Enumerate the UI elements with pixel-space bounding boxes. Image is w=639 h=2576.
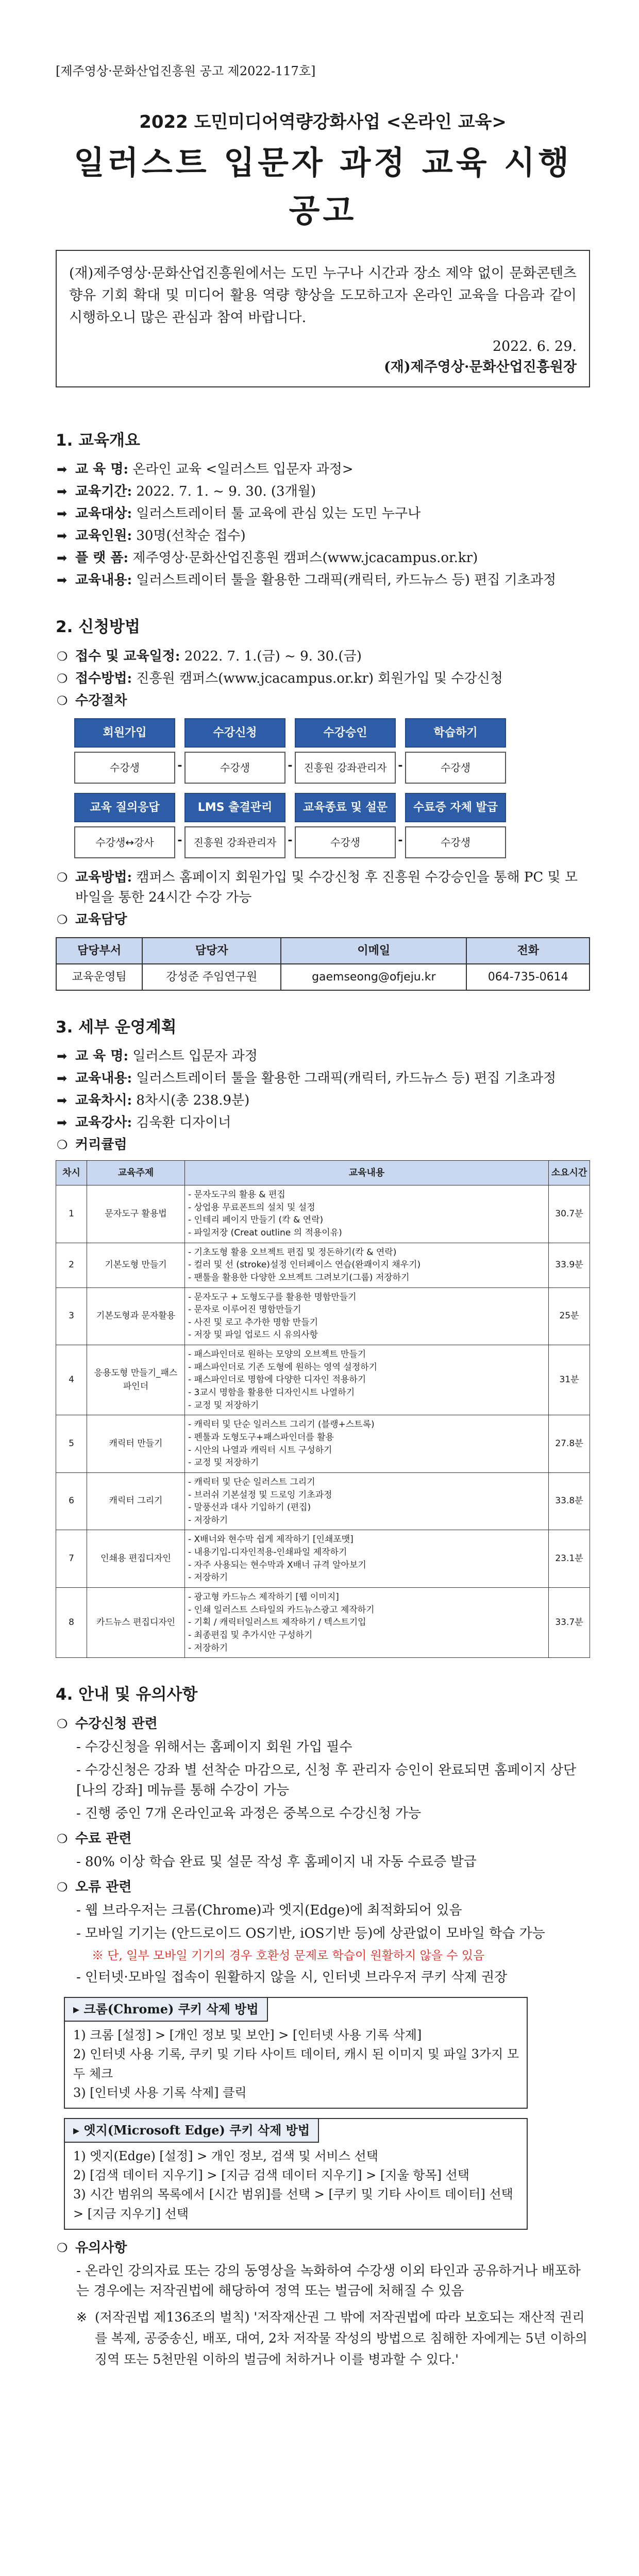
info-label: 플 랫 폼: bbox=[75, 550, 129, 566]
info-row-content bbox=[75, 1113, 590, 1133]
tip-step: 2) [검색 데이터 지우기] > [지금 검색 데이터 지우기] > [지울 항목] 선택 bbox=[73, 2168, 469, 2183]
procedure-label: 수강절차 bbox=[75, 692, 127, 708]
content-item: - 펜툴과 도형도구+패스파인더를 활용 bbox=[188, 1432, 334, 1443]
session-duration: 25분 bbox=[549, 1287, 590, 1345]
content-item: - 교정 및 저장하기 bbox=[188, 1400, 259, 1411]
connector-icon: - bbox=[398, 759, 403, 772]
table-header-cell: 소요시간 bbox=[549, 1161, 590, 1185]
list-item: - 수강신청은 강좌 별 선착순 마감으로, 신청 후 관리자 승인이 완료되면 홈페이지 상단 [나의 강좌] 메뉴를 통해 수강이 가능 bbox=[76, 1762, 577, 1798]
process-step-title: 학습하기 bbox=[405, 718, 506, 748]
content-item: - 저장 및 파일 업로드 시 유의사항 bbox=[188, 1330, 318, 1341]
section-application bbox=[56, 615, 590, 991]
info-row-content bbox=[75, 570, 590, 590]
list-item: - 웹 브라우저는 크롬(Chrome)과 엣지(Edge)에 최적화되어 있음 bbox=[76, 1902, 462, 1918]
content-item: - 인테리 페이지 만들기 (칵 & 연락) bbox=[188, 1215, 324, 1226]
content-item: - 저장하기 bbox=[188, 1572, 228, 1583]
session-number: 1 bbox=[56, 1185, 87, 1243]
intro-org: (재)제주영상·문화산업진흥원장 bbox=[383, 359, 577, 376]
info-row bbox=[57, 1069, 590, 1089]
list-item: - 모바일 기기는 (안드로이드 OS기반, iOS기반 등)에 상관없이 모바일 학습 가능 bbox=[76, 1925, 545, 1941]
session-topic: 카드뉴스 편집디자인 bbox=[87, 1588, 185, 1658]
process-step-actor: 수강생 bbox=[74, 752, 175, 784]
table-cell: 강성준 주임연구원 bbox=[142, 964, 281, 990]
bullet-arrow-icon: ➡ bbox=[57, 551, 68, 566]
bullet-circle-icon: ❍ bbox=[57, 870, 68, 885]
info-label: 교육차시: bbox=[75, 1093, 132, 1109]
info-row-content bbox=[75, 504, 590, 524]
table-row bbox=[56, 1415, 590, 1473]
notes-group-caution bbox=[57, 2238, 590, 2258]
process-step-actor: 수강생↔강사 bbox=[74, 826, 175, 858]
connector-icon: - bbox=[177, 759, 182, 772]
process-step-title: LMS 출결관리 bbox=[184, 793, 285, 822]
process-step bbox=[295, 718, 396, 784]
info-value: 30명(선착순 접수) bbox=[136, 528, 246, 544]
curriculum-label: 커리큘럼 bbox=[75, 1137, 127, 1153]
table-row bbox=[56, 1472, 590, 1530]
list-item: - 인터넷·모바일 접속이 원활하지 않을 시, 인터넷 브라우저 쿠키 삭제 권장 bbox=[76, 1970, 508, 1986]
section-overview bbox=[56, 429, 590, 591]
process-row bbox=[74, 793, 590, 858]
edge-cookie-box bbox=[64, 2118, 528, 2230]
info-value: 8차시(총 238.9분) bbox=[136, 1093, 250, 1109]
edu-method-row bbox=[57, 868, 590, 908]
process-step-title: 회원가입 bbox=[74, 718, 175, 748]
content-item: - 패스파인더로 명함에 다양한 디자인 적용하기 bbox=[188, 1375, 366, 1385]
process-step-actor: 수강생 bbox=[405, 752, 506, 784]
info-value: 일러스트레이터 툴을 활용한 그래픽(캐릭터, 카드뉴스 등) 편집 기초과정 bbox=[136, 572, 557, 588]
list-item: - 온라인 강의자료 또는 강의 동영상을 녹화하여 수강생 이외 타인과 공유하거나 배포하는 경우에는 저작권법에 해당하여 정역 또는 벌금에 처해질 수 있음 bbox=[76, 2263, 581, 2299]
content-item: - 팬툴을 활용한 다양한 오브젝트 그려보기(그룹) 저장하기 bbox=[188, 1272, 410, 1283]
info-value: 제주영상·문화산업진흥원 캠퍼스(www.jcacampus.or.kr) bbox=[132, 550, 478, 566]
table-row bbox=[56, 1530, 590, 1588]
info-value: 김욱환 디자이너 bbox=[136, 1115, 231, 1131]
connector-icon: - bbox=[288, 834, 293, 847]
page-title: 일러스트 입문자 과정 교육 시행 공고 bbox=[74, 144, 572, 229]
content-item: - 저장하기 bbox=[188, 1515, 228, 1526]
session-contents bbox=[185, 1415, 549, 1473]
chrome-cookie-box bbox=[64, 1997, 528, 2109]
application-period-label: 접수 및 교육일정: bbox=[75, 648, 180, 664]
session-number: 2 bbox=[56, 1243, 87, 1287]
content-item: - 파일저장 (Creat outline 의 적용이유) bbox=[188, 1227, 342, 1238]
process-step-title: 수료증 자체 발급 bbox=[405, 793, 506, 822]
info-row bbox=[57, 548, 590, 568]
intro-box bbox=[56, 250, 590, 387]
connector-icon: - bbox=[288, 759, 293, 772]
info-row-content bbox=[75, 1069, 590, 1089]
table-row bbox=[56, 1287, 590, 1345]
info-label: 교육강사: bbox=[75, 1115, 132, 1131]
session-contents bbox=[185, 1345, 549, 1415]
bullet-circle-icon: ❍ bbox=[57, 2240, 68, 2255]
edu-method-label: 교육방법: bbox=[75, 869, 132, 885]
bullet-arrow-icon: ➡ bbox=[57, 506, 68, 521]
tip-step: 1) 크롬 [설정] > [개인 정보 및 보안] > [인터넷 사용 기록 삭제] bbox=[73, 2028, 422, 2043]
bullet-circle-icon: ❍ bbox=[57, 1831, 68, 1846]
intro-text: (재)제주영상·문화산업진흥원에서는 도민 누구나 시간과 장소 제약 없이 문화콘텐츠 향유 기회 확대 및 미디어 활용 역량 향상을 도모하고자 온라인 교육을 다음과 같이 시행하오니 많은 관심과 참여 바랍니다. bbox=[69, 265, 577, 326]
session-topic: 문자도구 활용법 bbox=[87, 1185, 185, 1243]
curriculum-row bbox=[57, 1135, 590, 1155]
content-item: - 기획 / 캐릭터일러스트 제작하기 / 텍스트기입 bbox=[188, 1617, 366, 1628]
info-label: 교 육 명: bbox=[75, 462, 129, 478]
table-row bbox=[56, 1185, 590, 1243]
list-item: - 진행 중인 7개 온라인교육 과정은 중복으로 수강신청 가능 bbox=[76, 1805, 422, 1821]
copyright-law-note bbox=[76, 2307, 590, 2370]
table-header-cell: 교육주제 bbox=[87, 1161, 185, 1185]
session-number: 3 bbox=[56, 1287, 87, 1345]
table-header-cell: 담당부서 bbox=[56, 938, 142, 964]
table-cell: 교육운영팀 bbox=[56, 964, 142, 990]
session-number: 8 bbox=[56, 1588, 87, 1658]
process-step-title: 교육 질의응답 bbox=[74, 793, 175, 822]
contact-row bbox=[57, 910, 590, 930]
content-item: - 교정 및 저장하기 bbox=[188, 1458, 259, 1468]
bullet-arrow-icon: ➡ bbox=[57, 462, 68, 477]
note-mark: ※ bbox=[76, 2309, 87, 2325]
content-item: - 내용기입-디자인적용-인쇄파일 제작하기 bbox=[188, 1547, 347, 1558]
info-value: 2022. 7. 1. ~ 9. 30. (3개월) bbox=[136, 484, 316, 500]
application-method-value: 진흥원 캠퍼스(www.jcacampus.or.kr) 회원가입 및 수강신청 bbox=[136, 670, 503, 686]
bullet-circle-icon: ❍ bbox=[57, 693, 68, 708]
info-label: 교육대상: bbox=[75, 506, 132, 522]
contact-table bbox=[56, 937, 590, 991]
content-item: - 광고형 카드뉴스 제작하기 [웹 이미지] bbox=[188, 1592, 339, 1602]
list-item: - 80% 이상 학습 완료 및 설문 작성 후 홈페이지 내 자동 수료증 발급 bbox=[76, 1854, 477, 1870]
table-row bbox=[56, 1345, 590, 1415]
session-topic: 인쇄용 편집디자인 bbox=[87, 1530, 185, 1588]
content-item: - 패스파인더로 기존 도형에 원하는 영역 설정하기 bbox=[188, 1362, 377, 1372]
session-topic: 캐릭터 만들기 bbox=[87, 1415, 185, 1473]
info-value: 일러스트레이터 툴 교육에 관심 있는 도민 누구나 bbox=[136, 506, 421, 522]
session-duration: 33.9분 bbox=[549, 1243, 590, 1287]
session-number: 5 bbox=[56, 1415, 87, 1473]
process-step bbox=[74, 718, 175, 784]
table-header-cell: 담당자 bbox=[142, 938, 281, 964]
section-title: 3. 세부 운영계획 bbox=[56, 1018, 177, 1037]
section-plan bbox=[56, 1015, 590, 1658]
content-item: - 인쇄 일러스트 스타일의 카드뉴스광고 제작하기 bbox=[188, 1604, 375, 1615]
group-title: 오류 관련 bbox=[75, 1879, 132, 1895]
tip-step: 1) 엣지(Edge) [설정] > 개인 정보, 검색 및 서비스 선택 bbox=[73, 2148, 378, 2163]
session-duration: 30.7분 bbox=[549, 1185, 590, 1243]
tip-step: 2) 인터넷 사용 기록, 쿠키 및 기타 사이트 데이터, 캐시 된 이미지 및 파일 3가지 모두 체크 bbox=[73, 2047, 519, 2081]
connector-icon: - bbox=[398, 834, 403, 847]
content-item: - 자주 사용되는 현수막과 X배너 규격 알아보기 bbox=[188, 1560, 366, 1570]
content-item: - 문자도구 + 도형도구를 활용한 명함만들기 bbox=[188, 1292, 357, 1302]
process-step bbox=[184, 718, 285, 784]
bullet-arrow-icon: ➡ bbox=[57, 1093, 68, 1108]
session-topic: 캐릭터 그리기 bbox=[87, 1472, 185, 1530]
process-step-actor: 수강생 bbox=[405, 826, 506, 858]
curriculum-table bbox=[56, 1160, 590, 1658]
chrome-cookie-title: ▸ 크롬(Chrome) 쿠키 삭제 방법 bbox=[65, 1998, 268, 2022]
content-item: - 사진 및 로고 추가한 명함 만들기 bbox=[188, 1317, 318, 1328]
info-value: 일러스트 입문자 과정 bbox=[132, 1048, 258, 1064]
process-step-actor: 진흥원 강좌관리자 bbox=[184, 826, 285, 858]
section-notes bbox=[56, 1683, 590, 2370]
copyright-law-text: (저작권법 제136조의 벌칙) '저작재산권 그 밖에 저작권법에 따라 보호되는 재산적 권리를 복제, 공중송신, 배포, 대여, 2차 저작물 작성의 방법으로 침해한 자에게는 5년 이하의 징역 또는 5천만원 이하의 벌금에 처하거나 이를 병과할 수 있다.' bbox=[95, 2309, 587, 2367]
content-item: - 문자도구의 활용 & 편집 bbox=[188, 1190, 285, 1200]
content-item: - 저장하기 bbox=[188, 1642, 228, 1653]
process-step bbox=[74, 793, 175, 858]
session-contents bbox=[185, 1243, 549, 1287]
list-item: - 수강신청을 위해서는 홈페이지 회원 가입 필수 bbox=[76, 1739, 352, 1755]
session-duration: 27.8분 bbox=[549, 1415, 590, 1473]
notes-group-completion bbox=[57, 1829, 590, 1849]
table-header-cell: 이메일 bbox=[281, 938, 466, 964]
tip-step: 3) 시간 범위의 목록에서 [시간 범위]를 선택 > [쿠키 및 기타 사이트 데이터] 선택 > [지금 지우기] 선택 bbox=[73, 2187, 513, 2221]
content-item: - 기초도형 활용 오브젝트 편집 및 정돈하기(칵 & 연락) bbox=[188, 1247, 397, 1258]
process-step bbox=[184, 793, 285, 858]
content-item: - 컬러 및 선 (stroke)설정 인터페이스 연습(완쾌이지 채우기) bbox=[188, 1260, 421, 1270]
info-row bbox=[57, 570, 590, 590]
bullet-arrow-icon: ➡ bbox=[57, 484, 68, 499]
info-label: 교육내용: bbox=[75, 1071, 132, 1087]
group-title: 수료 관련 bbox=[75, 1831, 132, 1846]
notice-id: [제주영상·문화산업진흥원 공고 제2022-117호] bbox=[56, 64, 316, 78]
info-row-content bbox=[75, 526, 590, 546]
procedure-row bbox=[57, 691, 590, 711]
session-duration: 31분 bbox=[549, 1345, 590, 1415]
content-item: - 말풍선과 대사 기입하기 (편집) bbox=[188, 1502, 311, 1513]
info-row-content bbox=[75, 1046, 590, 1066]
session-contents bbox=[185, 1588, 549, 1658]
content-item: - 3교시 명함을 활용한 디자인시트 나열하기 bbox=[188, 1387, 355, 1398]
process-step bbox=[295, 793, 396, 858]
bullet-arrow-icon: ➡ bbox=[57, 1071, 68, 1086]
bullet-circle-icon: ❍ bbox=[57, 1716, 68, 1731]
process-step-title: 교육종료 및 설문 bbox=[295, 793, 396, 822]
bullet-circle-icon: ❍ bbox=[57, 649, 68, 664]
info-row-content bbox=[75, 548, 590, 568]
session-duration: 33.8분 bbox=[549, 1472, 590, 1530]
table-cell: gaemseong@ofjeju.kr bbox=[281, 964, 466, 990]
info-value: 일러스트레이터 툴을 활용한 그래픽(캐릭터, 카드뉴스 등) 편집 기초과정 bbox=[136, 1071, 557, 1087]
content-item: - 문자로 이루어진 명함만들기 bbox=[188, 1304, 301, 1315]
session-contents bbox=[185, 1287, 549, 1345]
info-label: 교육내용: bbox=[75, 572, 132, 588]
process-step-title: 수강신청 bbox=[184, 718, 285, 748]
application-period-value: 2022. 7. 1.(금) ~ 9. 30.(금) bbox=[184, 648, 362, 664]
table-header-cell: 전화 bbox=[466, 938, 590, 964]
session-topic: 기본도형 만들기 bbox=[87, 1243, 185, 1287]
edge-cookie-title: ▸ 엣지(Microsoft Edge) 쿠키 삭제 방법 bbox=[65, 2119, 319, 2143]
info-row-content bbox=[75, 1091, 590, 1111]
bullet-arrow-icon: ➡ bbox=[57, 529, 68, 544]
section-title: 2. 신청방법 bbox=[56, 618, 140, 637]
bullet-circle-icon: ❍ bbox=[57, 1879, 68, 1894]
intro-date: 2022. 6. 29. bbox=[492, 338, 577, 354]
info-row bbox=[57, 526, 590, 546]
application-period-row bbox=[57, 647, 590, 667]
table-cell: 064-735-0614 bbox=[466, 964, 590, 990]
process-step-actor: 진흥원 강좌관리자 bbox=[295, 752, 396, 784]
session-contents bbox=[185, 1472, 549, 1530]
contact-label: 교육담당 bbox=[75, 911, 127, 927]
process-step-title: 수강승인 bbox=[295, 718, 396, 748]
info-row bbox=[57, 504, 590, 524]
connector-icon: - bbox=[177, 834, 182, 847]
content-item: - 최종편집 및 추가시안 구성하기 bbox=[188, 1630, 313, 1640]
session-topic: 기본도형과 문자활용 bbox=[87, 1287, 185, 1345]
content-item: - 캐릭터 및 단순 일러스트 그리기 bbox=[188, 1477, 315, 1487]
session-number: 6 bbox=[56, 1472, 87, 1530]
info-label: 교육인원: bbox=[75, 528, 132, 544]
bullet-circle-icon: ❍ bbox=[57, 1138, 68, 1153]
bullet-circle-icon: ❍ bbox=[57, 671, 68, 686]
content-item: - 패스파인더로 원하는 모양의 오브젝트 만들기 bbox=[188, 1349, 366, 1360]
bullet-arrow-icon: ➡ bbox=[57, 1115, 68, 1130]
info-row bbox=[57, 460, 590, 480]
tip-step: 3) [인터넷 사용 기록 삭제] 클릭 bbox=[73, 2085, 247, 2100]
notes-group-errors bbox=[57, 1877, 590, 1897]
group-title: 유의사항 bbox=[75, 2240, 127, 2256]
info-row bbox=[57, 1046, 590, 1066]
session-contents bbox=[185, 1530, 549, 1588]
info-row bbox=[57, 1113, 590, 1133]
process-row bbox=[74, 718, 590, 784]
mobile-warning: ※ 단, 일부 모바일 기기의 경우 호환성 문제로 학습이 원활하지 않을 수 있음 bbox=[92, 1948, 485, 1962]
process-step-actor: 수강생 bbox=[184, 752, 285, 784]
session-topic: 응용도형 만들기_패스파인더 bbox=[87, 1345, 185, 1415]
content-item: - 시안의 나열과 캐릭터 시트 구성하기 bbox=[188, 1445, 332, 1455]
content-item: - X배너와 현수막 쉽게 제작하기 [인쇄포맷] bbox=[188, 1534, 354, 1545]
group-title: 수강신청 관련 bbox=[75, 1716, 158, 1732]
info-label: 교육기간: bbox=[75, 484, 132, 500]
content-item: - 상업용 무료폰트의 설치 및 설정 bbox=[188, 1202, 315, 1213]
session-duration: 23.1분 bbox=[549, 1530, 590, 1588]
table-header-cell: 차시 bbox=[56, 1161, 87, 1185]
application-method-row bbox=[57, 669, 590, 689]
process-step bbox=[405, 718, 506, 784]
content-item: - 캐릭터 및 단순 일러스트 그리기 (블랭+스트록) bbox=[188, 1419, 375, 1430]
bullet-circle-icon: ❍ bbox=[57, 912, 68, 927]
section-title: 4. 안내 및 유의사항 bbox=[56, 1685, 198, 1704]
info-label: 교 육 명: bbox=[75, 1048, 129, 1064]
table-row bbox=[56, 1588, 590, 1658]
process-diagram bbox=[74, 718, 590, 858]
application-method-label: 접수방법: bbox=[75, 670, 132, 686]
bullet-arrow-icon: ➡ bbox=[57, 573, 68, 588]
session-contents bbox=[185, 1185, 549, 1243]
table-row bbox=[56, 1243, 590, 1287]
section-title: 1. 교육개요 bbox=[56, 431, 140, 450]
edu-method-value: 캠퍼스 홈페이지 회원가입 및 수강신청 후 진흥원 수강승인을 통해 PC 및 모바일을 통한 24시간 수강 가능 bbox=[75, 869, 578, 905]
table-header-cell: 교육내용 bbox=[185, 1161, 549, 1185]
bullet-arrow-icon: ➡ bbox=[57, 1049, 68, 1064]
page-subtitle: 2022 도민미디어역량강화사업 <온라인 교육> bbox=[139, 112, 507, 132]
info-row-content bbox=[75, 460, 590, 480]
notes-group-registration bbox=[57, 1714, 590, 1734]
process-step bbox=[405, 793, 506, 858]
content-item: - 브러쉬 기본설정 및 드로잉 기초과정 bbox=[188, 1489, 332, 1500]
info-value: 온라인 교육 <일러스트 입문자 과정> bbox=[132, 462, 354, 478]
session-number: 4 bbox=[56, 1345, 87, 1415]
session-number: 7 bbox=[56, 1530, 87, 1588]
info-row-content bbox=[75, 482, 590, 502]
process-step-actor: 수강생 bbox=[295, 826, 396, 858]
session-duration: 33.7분 bbox=[549, 1588, 590, 1658]
info-row bbox=[57, 1091, 590, 1111]
info-row bbox=[57, 482, 590, 502]
